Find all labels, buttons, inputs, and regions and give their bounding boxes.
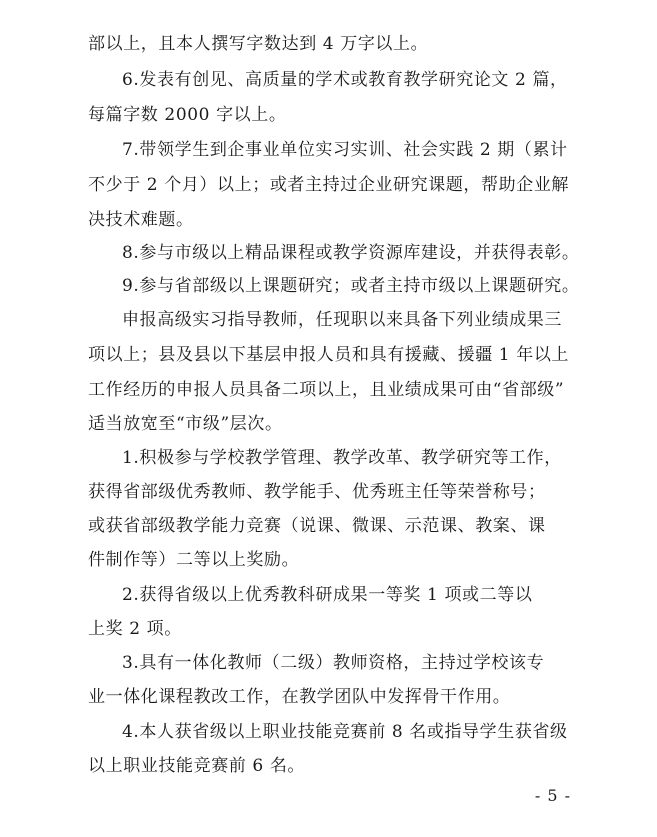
text-line-9: 申报高级实习指导教师，任现职以来具备下列业绩成果三	[122, 310, 562, 330]
text-line-17: 2.获得省级以上优秀教科研成果一等奖 1 项或二等以	[122, 585, 533, 605]
text-line-13: 1.积极参与学校教学管理、教学改革、教学研究等工作，	[122, 448, 562, 468]
text-line-8: 9.参与省部级以上课题研究；或者主持市级以上课题研究。	[122, 276, 580, 296]
text-line-10: 项以上；县及县以下基层申报人员和具有援藏、援疆 1 年以上	[88, 345, 570, 365]
text-line-5: 不少于 2 个月）以上；或者主持过企业研究课题，帮助企业解	[88, 175, 570, 195]
text-line-3: 每篇字数 2000 字以上。	[88, 105, 287, 125]
page-number: - 5 -	[534, 786, 571, 805]
text-line-15: 或获省部级教学能力竞赛（说课、微课、示范课、教案、课	[88, 516, 546, 536]
text-line-11: 工作经历的申报人员具备二项以上，且业绩成果可由“省部级”	[88, 380, 565, 400]
text-line-12: 适当放宽至“市级”层次。	[88, 414, 283, 434]
text-line-22: 以上职业技能竞赛前 6 名。	[88, 756, 306, 776]
text-line-16: 件制作等）二等以上奖励。	[88, 550, 300, 570]
text-line-20: 业一体化课程教改工作，在教学团队中发挥骨干作用。	[88, 687, 511, 707]
text-line-1: 部以上，且本人撰写字数达到 4 万字以上。	[88, 34, 429, 54]
text-line-2: 6.发表有创见、高质量的学术或教育教学研究论文 2 篇，	[122, 70, 568, 90]
text-line-6: 决技术难题。	[88, 210, 194, 230]
text-line-19: 3.具有一体化教师（二级）教师资格，主持过学校该专	[122, 653, 545, 673]
text-line-21: 4.本人获省级以上职业技能竞赛前 8 名或指导学生获省级	[122, 722, 568, 742]
text-line-14: 获得省部级优秀教师、教学能手、优秀班主任等荣誉称号；	[88, 482, 546, 502]
text-line-7: 8.参与市级以上精品课程或教学资源库建设，并获得表彰。	[122, 243, 580, 263]
text-line-18: 上奖 2 项。	[88, 619, 182, 639]
text-line-4: 7.带领学生到企事业单位实习实训、社会实践 2 期（累计	[122, 140, 568, 160]
